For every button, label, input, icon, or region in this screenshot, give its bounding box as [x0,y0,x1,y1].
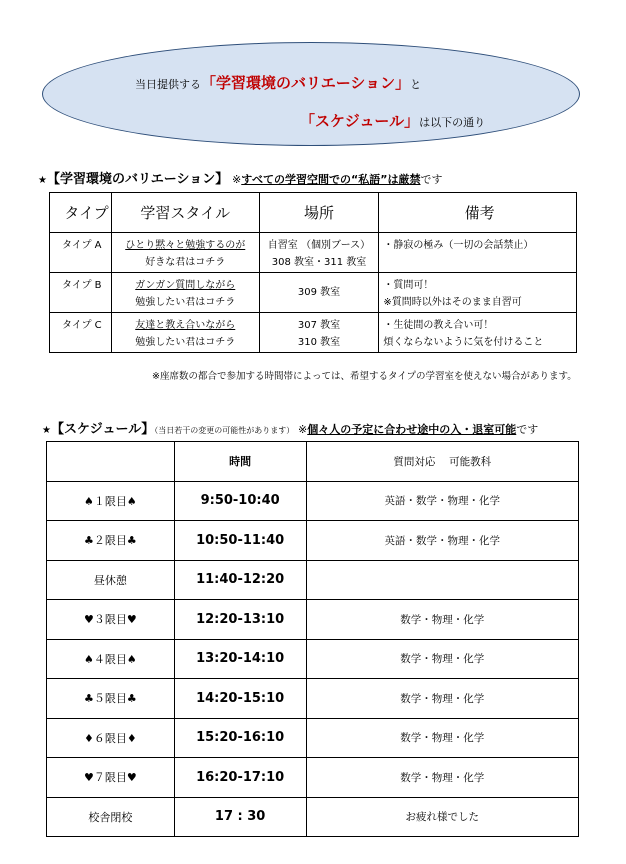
banner-line-1 [135,72,421,93]
time-cell: 17 : 30 [174,797,306,837]
subjects-cell: 数学・物理・化学 [306,600,578,640]
place-cell: 自習室 （個別ブース） 308 教室・311 教室 [259,233,379,273]
type-cell: タイプ A [50,233,112,273]
period-cell: ♠４限目♠ [47,639,175,679]
place-cell: 307 教室 310 教室 [259,313,379,353]
subjects-cell [306,560,578,600]
schedule-table [46,441,579,837]
period-cell: ♣５限目♣ [47,679,175,719]
seat-footnote: ※座席数の都合で参加する時間帯によっては、希望するタイプの学習室を使えない場合があります。 [152,371,577,382]
period-cell: ♣２限目♣ [47,521,175,561]
type-cell: タイプ B [50,273,112,313]
style-cell: ひとり黙々と勉強するのが 好きな君はコチラ [111,233,259,273]
section-note: ※すべての学習空間での“私語”は厳禁です [232,173,443,186]
section-title: 【学習環境のバリエーション】 [46,172,229,187]
type-cell: タイプ C [50,313,112,353]
place-cell: 309 教室 [259,273,379,313]
subjects-cell: 数学・物理・化学 [306,679,578,719]
table-row [50,273,577,313]
star-icon: ★ [38,175,47,186]
note-cell: ・質問可！ ※質問時以外はそのまま自習可 [379,273,577,313]
subjects-cell: 英語・数学・物理・化学 [306,521,578,561]
note-cell: ・生徒間の教え合い可！ 煩くならないように気を付けること [379,313,577,353]
table-header-row [47,442,579,482]
section-heading-environment [38,168,443,187]
period-cell: ♥３限目♥ [47,600,175,640]
time-cell: 15:20-16:10 [174,718,306,758]
period-cell: 校舎閉校 [47,797,175,837]
banner-line1-title: 「学習環境のバリエーション」 [201,74,411,92]
subjects-cell: 数学・物理・化学 [306,718,578,758]
banner-line1-pre: 当日提供する [135,78,201,91]
time-cell: 11:40-12:20 [174,560,306,600]
note-cell: ・静寂の極み（一切の会話禁止） [379,233,577,273]
period-cell: 昼休憩 [47,560,175,600]
header-place: 場所 [259,193,379,233]
table-row [47,600,579,640]
table-row [50,313,577,353]
environment-table [49,192,577,353]
time-cell: 13:20-14:10 [174,639,306,679]
header-period [47,442,175,482]
time-cell: 12:20-13:10 [174,600,306,640]
header-subjects: 質問対応 可能教科 [306,442,578,482]
table-header-row [50,193,577,233]
header-type: タイプ [50,193,112,233]
header-note: 備考 [379,193,577,233]
section-heading-schedule [42,418,538,437]
table-row [47,639,579,679]
subjects-cell: お疲れ様でした [306,797,578,837]
change-note: （当日若干の変更の可能性があります） [154,426,295,435]
header-time: 時間 [174,442,306,482]
section-title: 【スケジュール】 [50,422,155,437]
banner-line1-post: と [410,78,422,91]
table-row [47,718,579,758]
table-row [47,481,579,521]
table-row [47,758,579,798]
time-cell: 9:50-10:40 [174,481,306,521]
banner-line2-title: 「スケジュール」 [300,112,420,130]
time-cell: 16:20-17:10 [174,758,306,798]
table-row [47,560,579,600]
header-style: 学習スタイル [111,193,259,233]
period-cell: ♠１限目♠ [47,481,175,521]
period-cell: ♦６限目♦ [47,718,175,758]
subjects-cell: 数学・物理・化学 [306,758,578,798]
section-note: ※個々人の予定に合わせ途中の入・退室可能です [298,423,539,436]
time-cell: 14:20-15:10 [174,679,306,719]
subjects-cell: 英語・数学・物理・化学 [306,481,578,521]
style-cell: 友達と教え合いながら 勉強したい君はコチラ [111,313,259,353]
style-cell: ガンガン質問しながら 勉強したい君はコチラ [111,273,259,313]
table-row [47,679,579,719]
table-row [50,233,577,273]
star-icon: ★ [42,425,51,436]
table-row [47,521,579,561]
banner-line2-post: は以下の通り [419,116,486,129]
period-cell: ♥７限目♥ [47,758,175,798]
table-row [47,797,579,837]
banner-line-2 [300,110,485,131]
subjects-cell: 数学・物理・化学 [306,639,578,679]
time-cell: 10:50-11:40 [174,521,306,561]
